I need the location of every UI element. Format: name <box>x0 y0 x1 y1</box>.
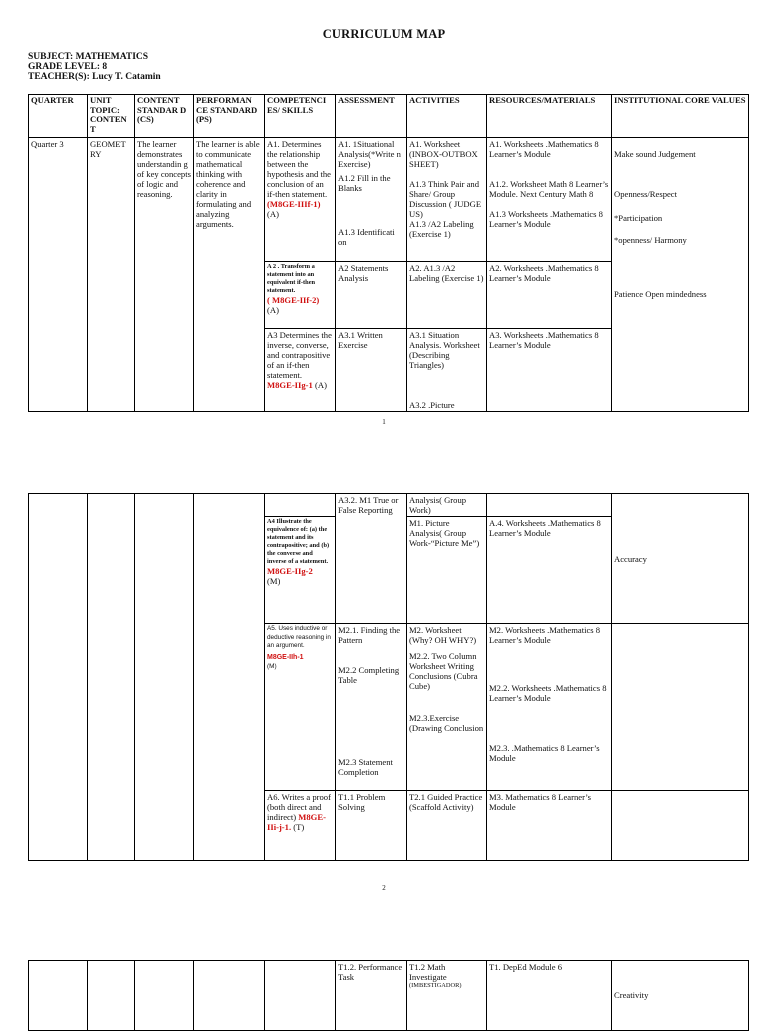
assessment-item: A1.3 Identificati on <box>338 227 395 247</box>
core-values-spacer <box>612 791 749 861</box>
assessment-a2: A2 Statements Analysis <box>336 262 407 329</box>
unit-topic-cell: GEOMET RY <box>88 138 135 412</box>
content-standard-cell: The learner demonstrates understandin g of key concepts of logic and reasoning. <box>135 138 194 412</box>
unit-topic-cell-continued <box>88 494 135 861</box>
resource-item: M2.3. .Mathematics 8 Learner’s Module <box>489 743 600 763</box>
header-unit-topic: UNIT TOPIC: CONTEN T <box>88 95 135 138</box>
activities-a5 <box>407 624 487 791</box>
activities-a3 <box>407 329 487 412</box>
activities-a4: M1. Picture Analysis( Group Work-“Picture Me”) <box>407 517 487 624</box>
resources-spacer <box>487 494 612 517</box>
competency-text: A4 Illustrate the equivalence of: (a) the statement and its contrapositive; and (b) the converse and inverse of a statement. <box>267 518 330 565</box>
core-value: *openness/ Harmony <box>614 235 687 245</box>
core-value: Patience Open mindedness <box>614 289 707 299</box>
assessment-t1-2: T1.2. Performance Task <box>336 961 407 1031</box>
resource-item: M2.2. Worksheets .Mathematics 8 Learner’s Module <box>489 683 607 703</box>
competency-text: A 2 . Transform a statement into an equivalent if-then statement. <box>267 263 316 294</box>
core-value: Openness/Respect <box>614 189 678 199</box>
content-standard-cell-continued <box>135 961 194 1031</box>
core-value: Creativity <box>614 990 649 1000</box>
header-performance-standard: PERFORMAN CE STANDARD (PS) <box>194 95 265 138</box>
assessment-item: A1. 1Situational Analysis(*Write n Exercise) <box>338 139 401 169</box>
core-values-cell <box>612 138 749 412</box>
assessment-a5 <box>336 624 407 791</box>
activity-item: M2.2. Two Column Worksheet Writing Conclusions (Cubra Cube) <box>409 651 478 691</box>
header-quarter: QUARTER <box>29 95 88 138</box>
assessment-a3: A3.1 Written Exercise <box>336 329 407 412</box>
resources-a3: A3. Worksheets .Mathematics 8 Learner’s Module <box>487 329 612 412</box>
activities-t1-2 <box>407 961 487 1031</box>
performance-standard-cell: The learner is able to communicate mathematical thinking with coherence and clarity in formulating and analyzing arguments. <box>194 138 265 412</box>
header-resources: RESOURCES/MATERIALS <box>487 95 612 138</box>
resources-a6: M3. Mathematics 8 Learner’s Module <box>487 791 612 861</box>
unit-topic-cell-continued <box>88 961 135 1031</box>
resource-item: A1. Worksheets .Mathematics 8 Learner’s Module <box>489 139 599 159</box>
header-activities: ACTIVITIES <box>407 95 487 138</box>
activities-a6: T2.1 Guided Practice (Scaffold Activity) <box>407 791 487 861</box>
assessment-item: A1.2 Fill in the Blanks <box>338 173 391 193</box>
competency-tag: (T) <box>293 822 305 832</box>
competency-code: M8GE-IIg-1 <box>267 380 313 390</box>
resources-a5 <box>487 624 612 791</box>
header-competencies: COMPETENCI ES/ SKILLS <box>265 95 336 138</box>
teacher-line: TEACHER(S): Lucy T. Catamin <box>28 72 161 82</box>
page-number: 1 <box>382 418 386 426</box>
activity-item: M2. Worksheet (Why? OH WHY?) <box>409 625 477 645</box>
core-values-spacer <box>612 624 749 791</box>
grade-level-line: GRADE LEVEL: 8 <box>28 62 108 72</box>
competency-a6 <box>265 791 336 861</box>
resources-t1: T1. DepEd Module 6 <box>487 961 612 1031</box>
curriculum-table-page-1 <box>28 94 749 412</box>
assessment-item: M2.3 Statement Completion <box>338 757 393 777</box>
competency-text: A1. Determines the relationship between the hypothesis and the conclusion of an if-then statement. <box>267 139 331 199</box>
resources-a2: A2. Worksheets .Mathematics 8 Learner’s Module <box>487 262 612 329</box>
quarter-cell-continued <box>29 961 88 1031</box>
core-values-cell: Accuracy <box>612 494 749 624</box>
competency-text: A6. Writes a proof (both direct and indirect) <box>267 792 331 822</box>
resources-a4: A.4. Worksheets .Mathematics 8 Learner’s Module <box>487 517 612 624</box>
competency-code: M8GE-IIi-j-1. <box>267 812 326 832</box>
header-core-values: INSTITUTIONAL CORE VALUES <box>612 95 749 138</box>
header-assessment: ASSESSMENT <box>336 95 407 138</box>
assessment-a6: T1.1 Problem Solving <box>336 791 407 861</box>
resource-item: A1.3 Worksheets .Mathematics 8 Learner’s Module <box>489 209 603 229</box>
competency-code: (M8GE-IIIf-1) <box>267 199 321 209</box>
activities-a2: A2. A1.3 /A2 Labeling (Exercise 1) <box>407 262 487 329</box>
activities-a1 <box>407 138 487 262</box>
curriculum-table-page-3 <box>28 960 749 1031</box>
activity-item: A3.1 Situation Analysis. Worksheet (Describing Triangles) <box>409 330 480 370</box>
quarter-cell-continued <box>29 494 88 861</box>
activity-a3-2-continued: Analysis( Group Work) <box>407 494 487 517</box>
competency-a3 <box>265 329 336 412</box>
competency-tag: (A) <box>315 380 327 390</box>
activity-item: A1.3 /A2 Labeling (Exercise 1) <box>409 219 474 239</box>
header-content-standard: CONTENT STANDAR D (CS) <box>135 95 194 138</box>
activity-item: M2.3.Exercise (Drawing Conclusion <box>409 713 484 733</box>
activity-subtitle: (IMBESTIGADOR) <box>409 982 462 989</box>
competency-tag: (A) <box>267 305 279 315</box>
competency-spacer <box>265 961 336 1031</box>
core-value: Make sound Judgement <box>614 149 696 159</box>
document-title: CURRICULUM MAP <box>322 27 446 41</box>
content-standard-cell-continued <box>135 494 194 861</box>
core-values-cell <box>612 961 749 1031</box>
competency-code: M8GE-IIg-2 <box>267 566 313 576</box>
competency-text: A3 Determines the inverse, converse, and contrapositive of an if-then statement. <box>267 330 332 380</box>
subject-line: SUBJECT: MATHEMATICS <box>28 52 149 62</box>
assessment-a3-2: A3.2. M1 True or False Reporting <box>336 494 407 624</box>
performance-standard-cell-continued <box>194 494 265 861</box>
activity-item: A1.3 Think Pair and Share/ Group Discussion ( JUDGE US) <box>409 179 482 219</box>
resource-item: M2. Worksheets .Mathematics 8 Learner’s Module <box>489 625 601 645</box>
activity-item: T1.2 Math Investigate <box>409 962 447 982</box>
activity-item: A3.2 .Picture <box>409 400 455 410</box>
competency-a4 <box>265 517 336 624</box>
performance-standard-cell-continued <box>194 961 265 1031</box>
curriculum-table-page-2 <box>28 493 749 861</box>
competency-code: M8GE-IIh-1 <box>267 653 304 661</box>
page-number: 2 <box>382 884 386 892</box>
competency-spacer <box>265 494 336 517</box>
competency-tag: (M) <box>267 662 277 670</box>
competency-code: ( M8GE-IIf-2) <box>267 295 320 305</box>
competency-text: A5. Uses inductive or deductive reasoning in an argument. <box>267 625 331 649</box>
competency-a2 <box>265 262 336 329</box>
core-value: *Participation <box>614 213 663 223</box>
competency-tag: (M) <box>267 576 281 586</box>
assessment-item: M2.2 Completing Table <box>338 665 400 685</box>
competency-tag: (A) <box>267 209 279 219</box>
resource-item: A1.2. Worksheet Math 8 Learner’s Module. Next Century Math 8 <box>489 179 609 199</box>
activity-item: A1. Worksheet (INBOX-OUTBOX SHEET) <box>409 139 478 169</box>
competency-a1 <box>265 138 336 262</box>
quarter-cell: Quarter 3 <box>29 138 88 412</box>
assessment-a1 <box>336 138 407 262</box>
resources-a1 <box>487 138 612 262</box>
competency-a5 <box>265 624 336 791</box>
assessment-item: M2.1. Finding the Pattern <box>338 625 401 645</box>
